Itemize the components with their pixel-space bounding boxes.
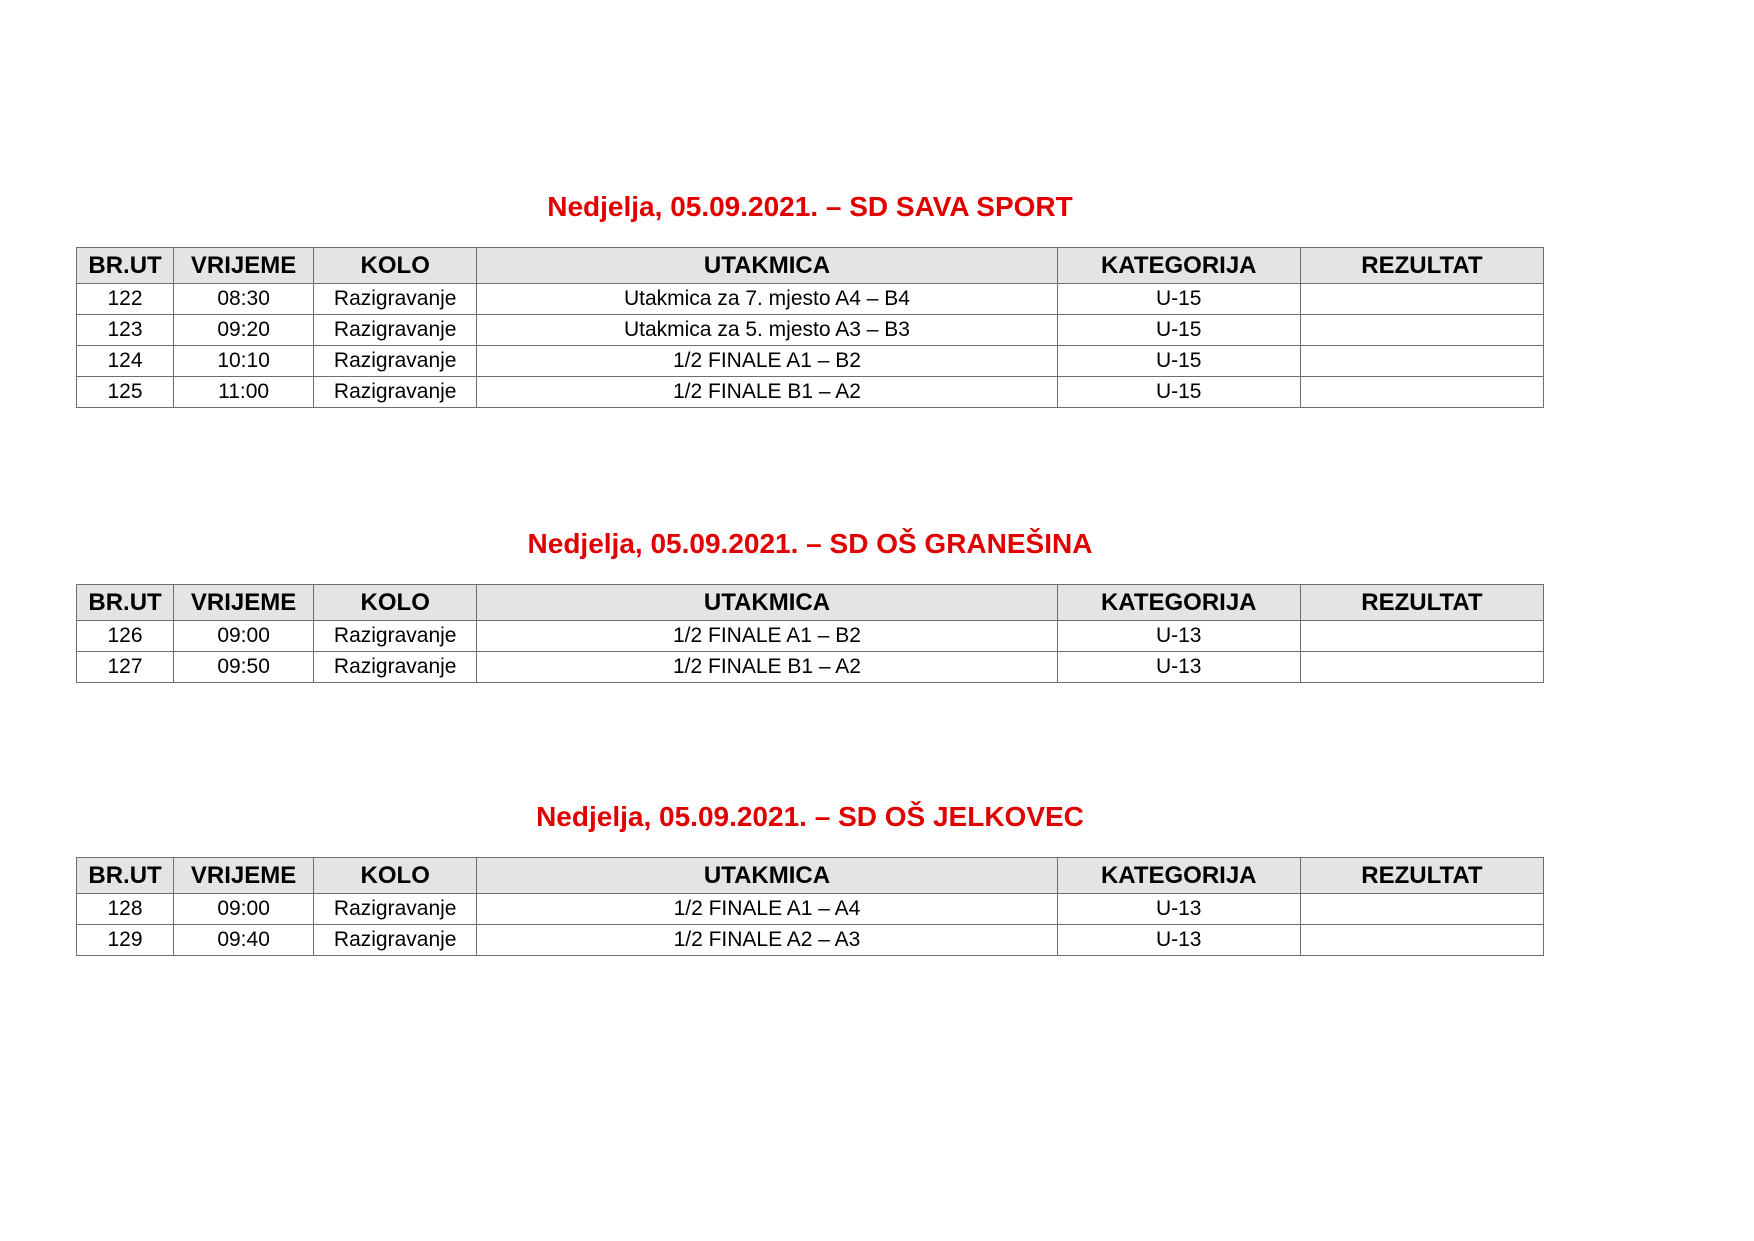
header-br-ut: BR.UT	[77, 248, 174, 284]
cell-kategorija: U-15	[1057, 346, 1300, 377]
cell-vrijeme: 09:50	[174, 652, 314, 683]
table-row	[77, 284, 1544, 315]
header-kolo: KOLO	[314, 248, 477, 284]
table-row	[77, 621, 1544, 652]
cell-utakmica: 1/2 FINALE A2 – A3	[477, 925, 1057, 956]
cell-kolo: Razigravanje	[314, 621, 477, 652]
header-kategorija: KATEGORIJA	[1057, 248, 1300, 284]
section-os-jelkovec	[76, 800, 1544, 951]
header-vrijeme: VRIJEME	[174, 585, 314, 621]
cell-vrijeme: 11:00	[174, 377, 314, 408]
cell-br-ut: 125	[77, 377, 174, 408]
header-utakmica: UTAKMICA	[477, 858, 1057, 894]
schedule-table	[76, 857, 1544, 956]
section-os-granesina	[76, 527, 1544, 678]
cell-br-ut: 123	[77, 315, 174, 346]
cell-rezultat	[1300, 315, 1543, 346]
cell-rezultat	[1300, 894, 1543, 925]
table-header-row	[77, 248, 1544, 284]
cell-vrijeme: 10:10	[174, 346, 314, 377]
header-kategorija: KATEGORIJA	[1057, 858, 1300, 894]
table-row	[77, 925, 1544, 956]
header-vrijeme: VRIJEME	[174, 858, 314, 894]
cell-rezultat	[1300, 621, 1543, 652]
cell-kolo: Razigravanje	[314, 346, 477, 377]
table-header-row	[77, 858, 1544, 894]
cell-kategorija: U-13	[1057, 621, 1300, 652]
table-row	[77, 377, 1544, 408]
cell-vrijeme: 09:00	[174, 894, 314, 925]
cell-br-ut: 129	[77, 925, 174, 956]
cell-kategorija: U-15	[1057, 315, 1300, 346]
cell-vrijeme: 09:40	[174, 925, 314, 956]
header-utakmica: UTAKMICA	[477, 248, 1057, 284]
cell-kategorija: U-13	[1057, 925, 1300, 956]
header-br-ut: BR.UT	[77, 585, 174, 621]
cell-utakmica: 1/2 FINALE A1 – A4	[477, 894, 1057, 925]
section-title: Nedjelja, 05.09.2021. – SD OŠ JELKOVEC	[536, 801, 1084, 832]
header-rezultat: REZULTAT	[1300, 585, 1543, 621]
cell-br-ut: 126	[77, 621, 174, 652]
cell-kolo: Razigravanje	[314, 377, 477, 408]
cell-br-ut: 128	[77, 894, 174, 925]
cell-rezultat	[1300, 652, 1543, 683]
cell-kategorija: U-15	[1057, 284, 1300, 315]
cell-rezultat	[1300, 346, 1543, 377]
cell-vrijeme: 08:30	[174, 284, 314, 315]
header-kolo: KOLO	[314, 585, 477, 621]
table-row	[77, 315, 1544, 346]
cell-kolo: Razigravanje	[314, 925, 477, 956]
schedule-table	[76, 247, 1544, 408]
cell-vrijeme: 09:00	[174, 621, 314, 652]
header-rezultat: REZULTAT	[1300, 248, 1543, 284]
cell-kolo: Razigravanje	[314, 284, 477, 315]
header-rezultat: REZULTAT	[1300, 858, 1543, 894]
cell-br-ut: 124	[77, 346, 174, 377]
cell-utakmica: Utakmica za 7. mjesto A4 – B4	[477, 284, 1057, 315]
table-row	[77, 346, 1544, 377]
header-utakmica: UTAKMICA	[477, 585, 1057, 621]
cell-br-ut: 122	[77, 284, 174, 315]
cell-rezultat	[1300, 377, 1543, 408]
section-title: Nedjelja, 05.09.2021. – SD OŠ GRANEŠINA	[527, 528, 1093, 559]
cell-rezultat	[1300, 284, 1543, 315]
cell-utakmica: 1/2 FINALE B1 – A2	[477, 652, 1057, 683]
section-sava-sport	[76, 190, 1544, 403]
cell-kolo: Razigravanje	[314, 652, 477, 683]
cell-utakmica: 1/2 FINALE A1 – B2	[477, 346, 1057, 377]
section-title: Nedjelja, 05.09.2021. – SD SAVA SPORT	[547, 191, 1073, 222]
table-row	[77, 652, 1544, 683]
cell-utakmica: 1/2 FINALE B1 – A2	[477, 377, 1057, 408]
table-row	[77, 894, 1544, 925]
cell-rezultat	[1300, 925, 1543, 956]
header-kategorija: KATEGORIJA	[1057, 585, 1300, 621]
cell-kategorija: U-15	[1057, 377, 1300, 408]
schedule-table	[76, 584, 1544, 683]
cell-kolo: Razigravanje	[314, 894, 477, 925]
cell-utakmica: 1/2 FINALE A1 – B2	[477, 621, 1057, 652]
cell-kategorija: U-13	[1057, 652, 1300, 683]
cell-br-ut: 127	[77, 652, 174, 683]
cell-vrijeme: 09:20	[174, 315, 314, 346]
header-kolo: KOLO	[314, 858, 477, 894]
cell-kolo: Razigravanje	[314, 315, 477, 346]
cell-utakmica: Utakmica za 5. mjesto A3 – B3	[477, 315, 1057, 346]
table-header-row	[77, 585, 1544, 621]
cell-kategorija: U-13	[1057, 894, 1300, 925]
header-br-ut: BR.UT	[77, 858, 174, 894]
header-vrijeme: VRIJEME	[174, 248, 314, 284]
